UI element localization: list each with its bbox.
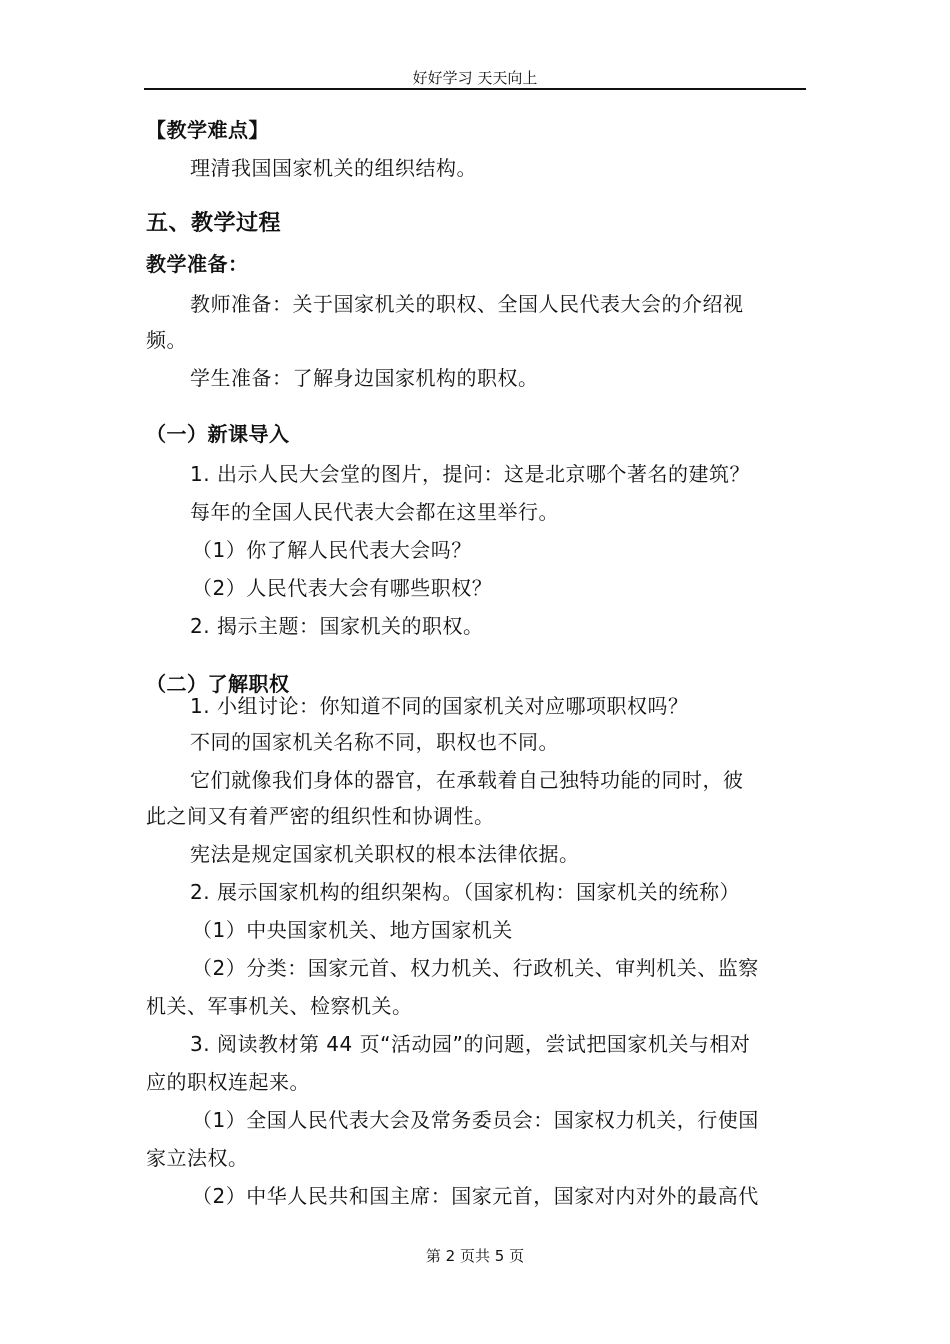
paragraph: 2. 展示国家机构的组织架构。（国家机构：国家机关的统称） xyxy=(190,880,740,904)
list-item: （2）分类：国家元首、权力机关、行政机关、审判机关、监察 xyxy=(192,956,759,980)
section-heading-difficulty: 【教学难点】 xyxy=(146,118,269,142)
subheading-powers: （二）了解职权 xyxy=(146,672,290,696)
paragraph: 宪法是规定国家机关职权的根本法律依据。 xyxy=(190,842,580,866)
list-item: （1）你了解人民代表大会吗？ xyxy=(192,538,472,562)
list-item: （1）中央国家机关、地方国家机关 xyxy=(192,918,513,942)
subheading-intro: （一）新课导入 xyxy=(146,422,290,446)
list-item: （1）全国人民代表大会及常务委员会：国家权力机关，行使国 xyxy=(192,1108,759,1132)
page-header: 好好学习 天天向上 xyxy=(412,69,538,87)
paragraph: 每年的全国人民代表大会都在这里举行。 xyxy=(190,500,559,524)
paragraph: 机关、军事机关、检察机关。 xyxy=(146,994,413,1018)
list-item: （2）人民代表大会有哪些职权？ xyxy=(192,576,493,600)
paragraph: 理清我国国家机关的组织结构。 xyxy=(190,156,477,180)
section-heading-process: 五、教学过程 xyxy=(146,211,282,236)
paragraph: 3. 阅读教材第 44 页“活动园”的问题，尝试把国家机关与相对 xyxy=(190,1032,751,1056)
paragraph: 不同的国家机关名称不同，职权也不同。 xyxy=(190,730,559,754)
header-divider xyxy=(144,88,806,90)
paragraph: 2. 揭示主题：国家机关的职权。 xyxy=(190,614,484,638)
paragraph: 家立法权。 xyxy=(146,1146,249,1170)
list-item: （2）中华人民共和国主席：国家元首，国家对内对外的最高代 xyxy=(192,1184,759,1208)
paragraph: 它们就像我们身体的器官，在承载着自己独特功能的同时，彼 xyxy=(190,768,744,792)
paragraph: 学生准备：了解身边国家机构的职权。 xyxy=(190,366,539,390)
paragraph: 教师准备：关于国家机关的职权、全国人民代表大会的介绍视 xyxy=(190,292,744,316)
paragraph: 应的职权连起来。 xyxy=(146,1070,310,1094)
page-footer: 第 2 页共 5 页 xyxy=(425,1247,525,1265)
paragraph: 此之间又有着严密的组织性和协调性。 xyxy=(146,804,495,828)
paragraph: 频。 xyxy=(146,328,187,352)
paragraph: 1. 小组讨论：你知道不同的国家机关对应哪项职权吗？ xyxy=(190,694,689,718)
paragraph: 1. 出示人民大会堂的图片，提问：这是北京哪个著名的建筑？ xyxy=(190,462,750,486)
subheading-preparation: 教学准备： xyxy=(146,252,249,276)
